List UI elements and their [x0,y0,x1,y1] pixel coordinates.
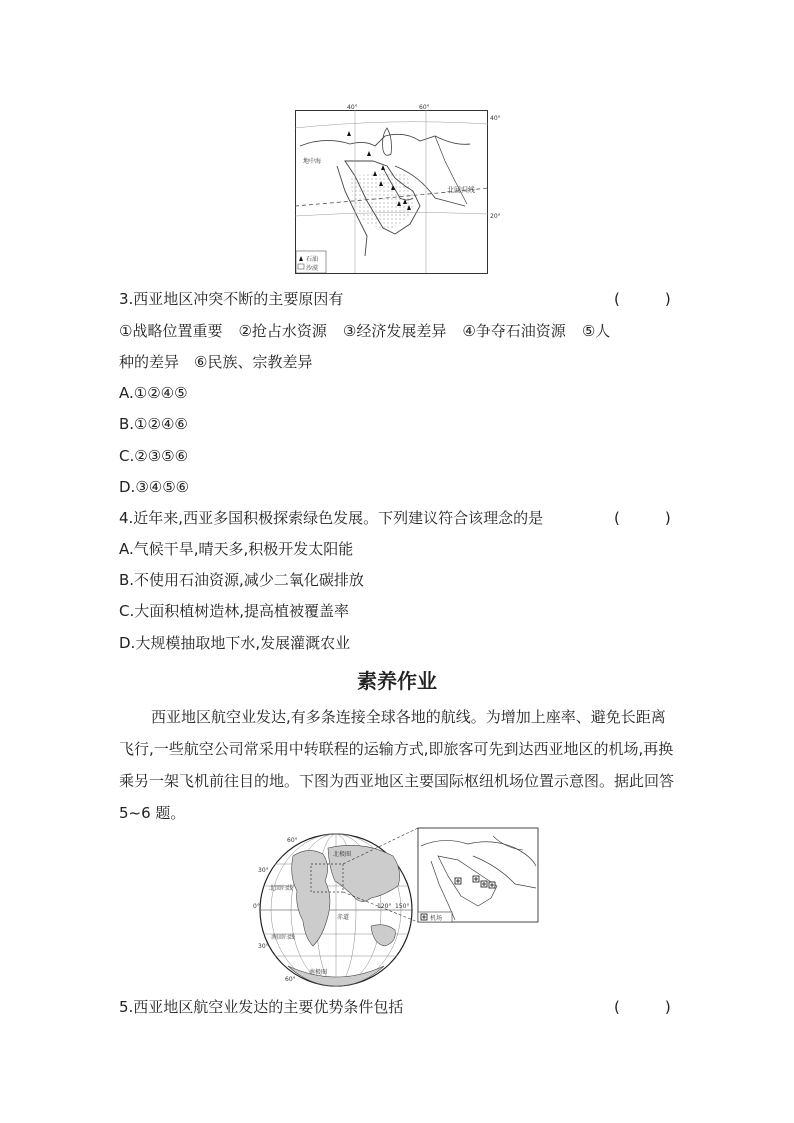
q4-stem: 4.近年来,西亚多国积极探索绿色发展。下列建议符合该理念的是 [119,509,544,527]
sea-label: 地中海 [303,158,322,165]
q3-stem: 3.西亚地区冲突不断的主要原因有 [119,290,344,308]
q3-option-d[interactable]: D.③④⑤⑥ [119,478,190,496]
lon-label-60: 60° [419,104,430,111]
globe-lat-0: 0° [253,903,260,910]
globe-lat-60s: 60° [285,976,296,983]
q3-answer-bracket: ( ) [614,290,671,308]
q3-item-4: ④争夺石油资源 [462,322,566,340]
section-title: 素养作业 [357,669,437,693]
globe-lat-30n: 30° [258,867,269,874]
tropic-cancer-label: 北回归线 [269,885,294,892]
tropic-label: 北回归线 [447,186,475,194]
q3-option-a[interactable]: A.①②④⑤ [119,384,188,402]
legend-oil: 石油 [306,256,319,263]
lat-label-20: 20° [490,213,501,220]
legend-desert: 沙漠 [306,265,319,272]
q3-items-continued: 种的差异 ⑥民族、宗教差异 [119,353,313,371]
q3-option-c[interactable]: C.②③⑤⑥ [119,447,189,465]
q3-item-5: ⑤人 [581,322,611,340]
west-asia-oil-map [295,104,501,276]
inset-legend-airport: 机场 [430,915,443,922]
antarctic-circle-label: 南极圈 [309,969,328,976]
q4-option-b[interactable]: B.不使用石油资源,减少二氧化碳排放 [119,571,364,589]
q5-stem: 5.西亚地区航空业发达的主要优势条件包括 [119,998,404,1016]
tropic-capricorn-label: 南回归线 [271,934,296,941]
q3-items-row [119,321,610,341]
globe-lon-150: 150° [395,903,410,910]
globe-lon-120: 120° [377,903,392,910]
intro-paragraph: 西亚地区航空业发达,有多条连接全球各地的航线。为增加上座率、避免长距离飞行,一些航空公司常采用中转联程的运输方式,即旅客可先到达西亚地区的机场,再换乘另一架飞机前往目的地。下图为西亚地区主要国际枢纽机场位置示意图。据此回答 5~6 题。 [119,708,675,822]
lat-label-40: 40° [490,115,501,122]
q3-item-1: ①战略位置重要 [119,322,223,340]
q3-item-3: ③经济发展差异 [342,322,447,340]
globe-lat-60n: 60° [287,837,298,844]
q4-option-c[interactable]: C.大面积植树造林,提高植被覆盖率 [119,602,350,620]
q5-answer-bracket: ( ) [614,998,671,1016]
arctic-circle-label: 北极圈 [333,851,352,858]
inset-map [418,828,538,922]
q3-option-b[interactable]: B.①②④⑥ [119,415,188,433]
q4-option-d[interactable]: D.大规模抽取地下水,发展灌溉农业 [119,634,351,652]
map1-legend [296,251,326,273]
equator-label: 赤道 [337,914,350,921]
q4-option-a[interactable]: A.气候干旱,晴天多,积极开发太阳能 [119,540,354,558]
globe-lat-30s: 30° [258,943,269,950]
airport-hub-map [253,826,543,988]
q3-item-2: ②抢占水资源 [238,322,327,340]
q4-answer-bracket: ( ) [614,509,671,527]
lon-label-40: 40° [347,104,358,111]
